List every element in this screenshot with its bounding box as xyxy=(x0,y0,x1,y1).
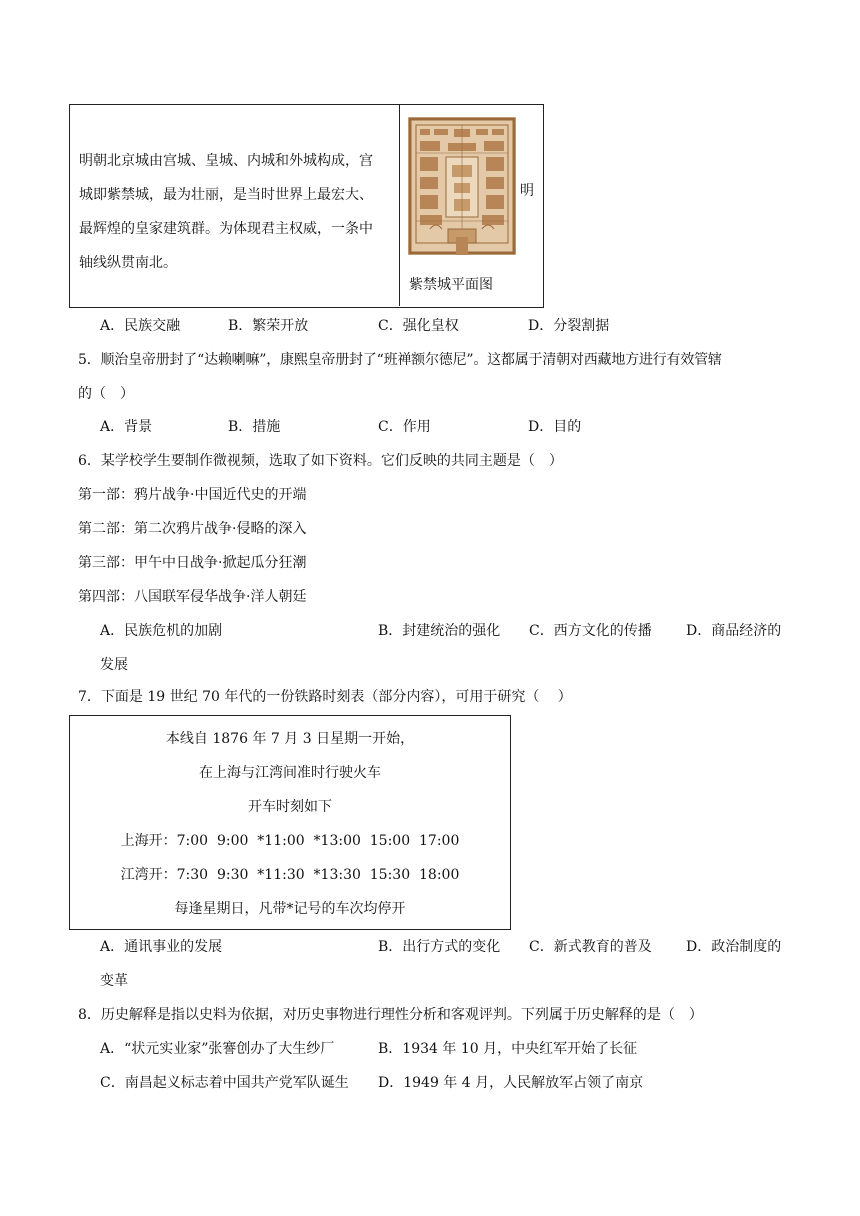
q5-option-c[interactable]: C．作用 xyxy=(378,419,431,435)
q6-part-1: 第一部：鸦片战争·中国近代史的开端 xyxy=(78,487,307,503)
timetable-line: 每逢星期日，凡带*记号的车次均停开 xyxy=(174,901,406,917)
q4-option-b[interactable]: B．繁荣开放 xyxy=(228,318,309,334)
q7-stem: 7．下面是 19 世纪 70 年代的一份铁路时刻表（部分内容），可用于研究（ ） xyxy=(78,689,572,705)
q7-option-d-wrap: 变革 xyxy=(100,973,128,989)
timetable-line: 本线自 1876 年 7 月 3 日星期一开始， xyxy=(165,731,415,747)
q4-option-c[interactable]: C．强化皇权 xyxy=(378,318,459,334)
q6-option-d-wrap: 发展 xyxy=(100,657,128,673)
q6-part-4: 第四部：八国联军侵华战争·洋人朝廷 xyxy=(78,589,307,605)
q4-image-caption: 紫禁城平面图 xyxy=(409,277,493,293)
q6-option-b[interactable]: B．封建统治的强化 xyxy=(378,623,501,639)
q5-option-a[interactable]: A．背景 xyxy=(100,419,153,435)
timetable-line: 在上海与江湾间准时行驶火车 xyxy=(199,765,381,781)
q8-option-c[interactable]: C．南昌起义标志着中国共产党军队诞生 xyxy=(100,1075,349,1091)
q4-table-divider xyxy=(399,104,400,306)
timetable-line: 开车时刻如下 xyxy=(248,799,332,815)
q4-image-caption-ming: 明 xyxy=(520,183,534,199)
q4-text-line: 轴线纵贯南北。 xyxy=(79,255,177,271)
q6-option-a[interactable]: A．民族危机的加剧 xyxy=(100,623,223,639)
q7-timetable xyxy=(69,715,511,930)
timetable-line: 上海开：7:00 9:00 *11:00 *13:00 15:00 17:00 xyxy=(120,833,460,849)
q4-text-line: 城即紫禁城，最为壮丽，是当时世界上最宏大、 xyxy=(79,187,373,203)
q8-option-d[interactable]: D．1949 年 4 月，人民解放军占领了南京 xyxy=(378,1075,644,1091)
q6-option-d[interactable]: D．商品经济的 xyxy=(686,623,782,639)
forbidden-city-plan-image xyxy=(408,117,516,255)
q4-text-line: 明朝北京城由宫城、皇城、内城和外城构成，宫 xyxy=(79,153,373,169)
q4-option-a[interactable]: A．民族交融 xyxy=(100,318,181,334)
q6-stem: 6．某学校学生要制作微视频，选取了如下资料。它们反映的共同主题是（ ） xyxy=(78,453,563,469)
q7-option-b[interactable]: B．出行方式的变化 xyxy=(378,939,501,955)
q7-option-c[interactable]: C．新式教育的普及 xyxy=(529,939,652,955)
q7-option-d[interactable]: D．政治制度的 xyxy=(686,939,782,955)
q5-stem-wrap: 的（ ） xyxy=(78,386,134,402)
q6-option-c[interactable]: C．西方文化的传播 xyxy=(529,623,652,639)
q6-part-2: 第二部：第二次鸦片战争·侵略的深入 xyxy=(78,521,307,537)
q5-option-b[interactable]: B．措施 xyxy=(228,419,281,435)
q4-text-line: 最辉煌的皇家建筑群。为体现君主权威，一条中 xyxy=(79,221,373,237)
q4-material-text xyxy=(79,144,373,280)
q5-stem: 5．顺治皇帝册封了“达赖喇嘛”，康熙皇帝册封了“班禅额尔德尼”。这都属于清朝对西藏地方进行有效管辖 xyxy=(78,352,722,368)
q6-part-3: 第三部：甲午中日战争·掀起瓜分狂潮 xyxy=(78,555,307,571)
q4-option-d[interactable]: D．分裂割据 xyxy=(528,318,610,334)
timetable-line: 江湾开：7:30 9:30 *11:30 *13:30 15:30 18:00 xyxy=(120,867,460,883)
q8-option-a[interactable]: A．“状元实业家”张謇创办了大生纱厂 xyxy=(100,1041,335,1057)
q8-stem: 8．历史解释是指以史料为依据，对历史事物进行理性分析和客观评判。下列属于历史解释的是（ ） xyxy=(78,1007,703,1023)
q7-option-a[interactable]: A．通讯事业的发展 xyxy=(100,939,223,955)
q8-option-b[interactable]: B．1934 年 10 月，中央红军开始了长征 xyxy=(378,1041,638,1057)
q5-option-d[interactable]: D．目的 xyxy=(528,419,582,435)
